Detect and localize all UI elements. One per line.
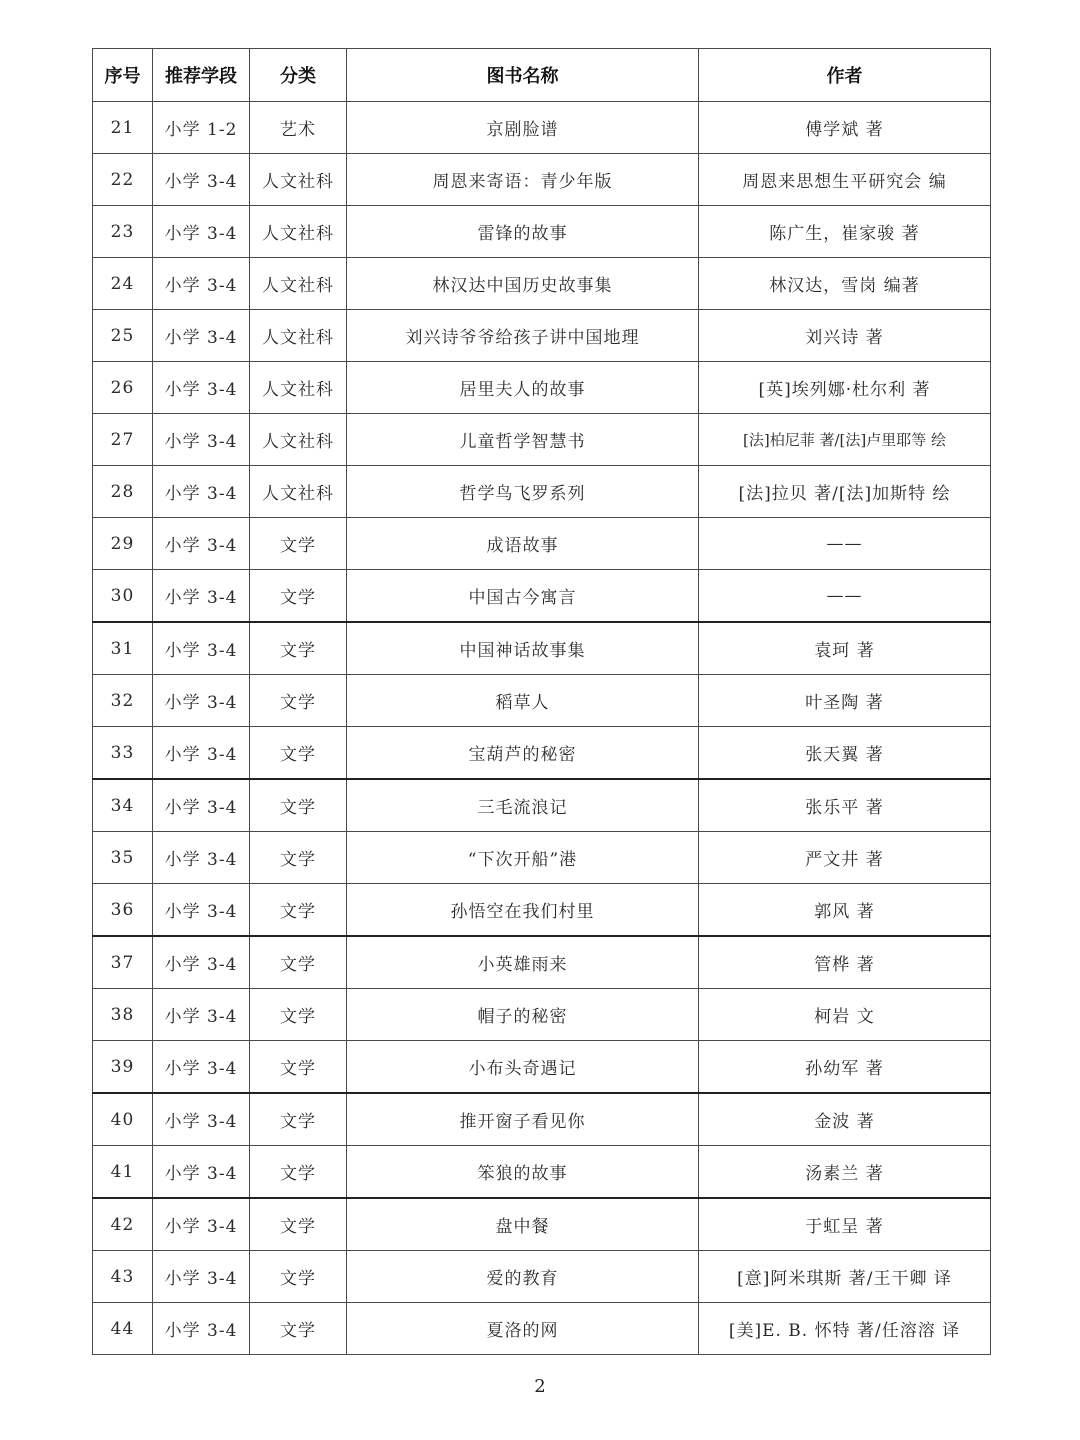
cell-author: 林汉达，雪岗 编著 <box>699 258 991 310</box>
cell-stage: 小学 3-4 <box>153 1198 250 1251</box>
cell-title: 宝葫芦的秘密 <box>347 727 699 780</box>
cell-no: 28 <box>93 466 153 518</box>
cell-stage: 小学 3-4 <box>153 884 250 937</box>
cell-no: 39 <box>93 1041 153 1094</box>
cell-category: 文学 <box>250 622 347 675</box>
table-row <box>93 832 991 884</box>
cell-title: 刘兴诗爷爷给孩子讲中国地理 <box>347 310 699 362</box>
table-row <box>93 1303 991 1355</box>
cell-author: 周恩来思想生平研究会 编 <box>699 154 991 206</box>
cell-author: [英]埃列娜·杜尔利 著 <box>699 362 991 414</box>
cell-no: 32 <box>93 675 153 727</box>
cell-stage: 小学 3-4 <box>153 414 250 466</box>
cell-category: 文学 <box>250 1303 347 1355</box>
cell-stage: 小学 3-4 <box>153 154 250 206</box>
cell-author: [法]柏尼菲 著/[法]卢里耶等 绘 <box>699 414 991 466</box>
table-row <box>93 675 991 727</box>
header-title: 图书名称 <box>347 49 699 102</box>
cell-author: 严文井 著 <box>699 832 991 884</box>
header-category: 分类 <box>250 49 347 102</box>
cell-stage: 小学 3-4 <box>153 258 250 310</box>
cell-author: —— <box>699 570 991 623</box>
cell-author: 郭风 著 <box>699 884 991 937</box>
cell-stage: 小学 3-4 <box>153 622 250 675</box>
cell-author: 柯岩 文 <box>699 989 991 1041</box>
table-row <box>93 570 991 623</box>
table-header-row <box>93 49 991 102</box>
cell-category: 文学 <box>250 936 347 989</box>
cell-no: 38 <box>93 989 153 1041</box>
cell-no: 44 <box>93 1303 153 1355</box>
cell-no: 42 <box>93 1198 153 1251</box>
cell-no: 31 <box>93 622 153 675</box>
cell-category: 文学 <box>250 675 347 727</box>
cell-stage: 小学 3-4 <box>153 206 250 258</box>
table-row <box>93 622 991 675</box>
cell-author: 陈广生，崔家骏 著 <box>699 206 991 258</box>
cell-author: 于虹呈 著 <box>699 1198 991 1251</box>
header-no: 序号 <box>93 49 153 102</box>
cell-title: 雷锋的故事 <box>347 206 699 258</box>
cell-category: 文学 <box>250 1198 347 1251</box>
cell-author: 张天翼 著 <box>699 727 991 780</box>
cell-no: 26 <box>93 362 153 414</box>
cell-category: 文学 <box>250 1146 347 1199</box>
cell-category: 文学 <box>250 1093 347 1146</box>
cell-category: 人文社科 <box>250 362 347 414</box>
cell-stage: 小学 3-4 <box>153 1303 250 1355</box>
header-author: 作者 <box>699 49 991 102</box>
cell-author: 袁珂 著 <box>699 622 991 675</box>
cell-title: 推开窗子看见你 <box>347 1093 699 1146</box>
cell-title: 稻草人 <box>347 675 699 727</box>
table-row <box>93 779 991 832</box>
cell-category: 文学 <box>250 832 347 884</box>
cell-title: 中国神话故事集 <box>347 622 699 675</box>
cell-category: 人文社科 <box>250 310 347 362</box>
cell-no: 29 <box>93 518 153 570</box>
cell-title: 哲学鸟飞罗系列 <box>347 466 699 518</box>
cell-category: 文学 <box>250 570 347 623</box>
cell-category: 文学 <box>250 727 347 780</box>
cell-no: 22 <box>93 154 153 206</box>
table-row <box>93 1093 991 1146</box>
cell-category: 人文社科 <box>250 258 347 310</box>
cell-title: 孙悟空在我们村里 <box>347 884 699 937</box>
cell-stage: 小学 3-4 <box>153 362 250 414</box>
cell-title: 儿童哲学智慧书 <box>347 414 699 466</box>
table-row <box>93 102 991 154</box>
cell-no: 30 <box>93 570 153 623</box>
cell-author: [美]E. B. 怀特 著/任溶溶 译 <box>699 1303 991 1355</box>
table-row <box>93 936 991 989</box>
cell-no: 25 <box>93 310 153 362</box>
cell-stage: 小学 3-4 <box>153 518 250 570</box>
table-row <box>93 884 991 937</box>
cell-title: 爱的教育 <box>347 1251 699 1303</box>
cell-stage: 小学 3-4 <box>153 1041 250 1094</box>
cell-stage: 小学 1-2 <box>153 102 250 154</box>
cell-title: 三毛流浪记 <box>347 779 699 832</box>
cell-stage: 小学 3-4 <box>153 727 250 780</box>
cell-no: 35 <box>93 832 153 884</box>
cell-category: 文学 <box>250 779 347 832</box>
cell-stage: 小学 3-4 <box>153 570 250 623</box>
table-row <box>93 414 991 466</box>
cell-stage: 小学 3-4 <box>153 1093 250 1146</box>
cell-no: 43 <box>93 1251 153 1303</box>
cell-title: “下次开船”港 <box>347 832 699 884</box>
cell-author: 管桦 著 <box>699 936 991 989</box>
cell-stage: 小学 3-4 <box>153 466 250 518</box>
cell-stage: 小学 3-4 <box>153 779 250 832</box>
table-row <box>93 206 991 258</box>
book-list-table <box>92 48 991 1355</box>
cell-stage: 小学 3-4 <box>153 675 250 727</box>
cell-title: 周恩来寄语：青少年版 <box>347 154 699 206</box>
table-row <box>93 518 991 570</box>
table-body <box>93 102 991 1355</box>
cell-title: 夏洛的网 <box>347 1303 699 1355</box>
cell-no: 24 <box>93 258 153 310</box>
cell-author: 汤素兰 著 <box>699 1146 991 1199</box>
cell-title: 笨狼的故事 <box>347 1146 699 1199</box>
cell-title: 京剧脸谱 <box>347 102 699 154</box>
cell-category: 文学 <box>250 1041 347 1094</box>
table-row <box>93 258 991 310</box>
cell-stage: 小学 3-4 <box>153 989 250 1041</box>
table-row <box>93 1146 991 1199</box>
cell-stage: 小学 3-4 <box>153 936 250 989</box>
cell-stage: 小学 3-4 <box>153 832 250 884</box>
cell-category: 人文社科 <box>250 154 347 206</box>
cell-author: 叶圣陶 著 <box>699 675 991 727</box>
cell-title: 成语故事 <box>347 518 699 570</box>
cell-author: 张乐平 著 <box>699 779 991 832</box>
cell-category: 文学 <box>250 1251 347 1303</box>
table-row <box>93 1251 991 1303</box>
cell-no: 21 <box>93 102 153 154</box>
cell-author: 孙幼军 著 <box>699 1041 991 1094</box>
cell-author: —— <box>699 518 991 570</box>
cell-author: 金波 著 <box>699 1093 991 1146</box>
cell-title: 小布头奇遇记 <box>347 1041 699 1094</box>
cell-title: 居里夫人的故事 <box>347 362 699 414</box>
table-row <box>93 310 991 362</box>
cell-no: 37 <box>93 936 153 989</box>
cell-no: 40 <box>93 1093 153 1146</box>
cell-title: 帽子的秘密 <box>347 989 699 1041</box>
cell-category: 人文社科 <box>250 414 347 466</box>
table-row <box>93 989 991 1041</box>
cell-title: 小英雄雨来 <box>347 936 699 989</box>
table-row <box>93 1041 991 1094</box>
table-row <box>93 466 991 518</box>
cell-no: 36 <box>93 884 153 937</box>
cell-no: 27 <box>93 414 153 466</box>
cell-category: 文学 <box>250 884 347 937</box>
cell-stage: 小学 3-4 <box>153 1251 250 1303</box>
header-stage: 推荐学段 <box>153 49 250 102</box>
cell-category: 文学 <box>250 518 347 570</box>
cell-category: 艺术 <box>250 102 347 154</box>
table-row <box>93 362 991 414</box>
cell-author: [法]拉贝 著/[法]加斯特 绘 <box>699 466 991 518</box>
cell-author: 傅学斌 著 <box>699 102 991 154</box>
table-row <box>93 727 991 780</box>
cell-title: 中国古今寓言 <box>347 570 699 623</box>
cell-category: 人文社科 <box>250 206 347 258</box>
table-row <box>93 1198 991 1251</box>
cell-title: 盘中餐 <box>347 1198 699 1251</box>
cell-stage: 小学 3-4 <box>153 310 250 362</box>
cell-no: 23 <box>93 206 153 258</box>
cell-no: 41 <box>93 1146 153 1199</box>
cell-stage: 小学 3-4 <box>153 1146 250 1199</box>
cell-author: 刘兴诗 著 <box>699 310 991 362</box>
cell-category: 人文社科 <box>250 466 347 518</box>
cell-category: 文学 <box>250 989 347 1041</box>
cell-no: 33 <box>93 727 153 780</box>
cell-no: 34 <box>93 779 153 832</box>
cell-author: [意]阿米琪斯 著/王干卿 译 <box>699 1251 991 1303</box>
cell-title: 林汉达中国历史故事集 <box>347 258 699 310</box>
page-number: 2 <box>534 1376 546 1397</box>
table-row <box>93 154 991 206</box>
